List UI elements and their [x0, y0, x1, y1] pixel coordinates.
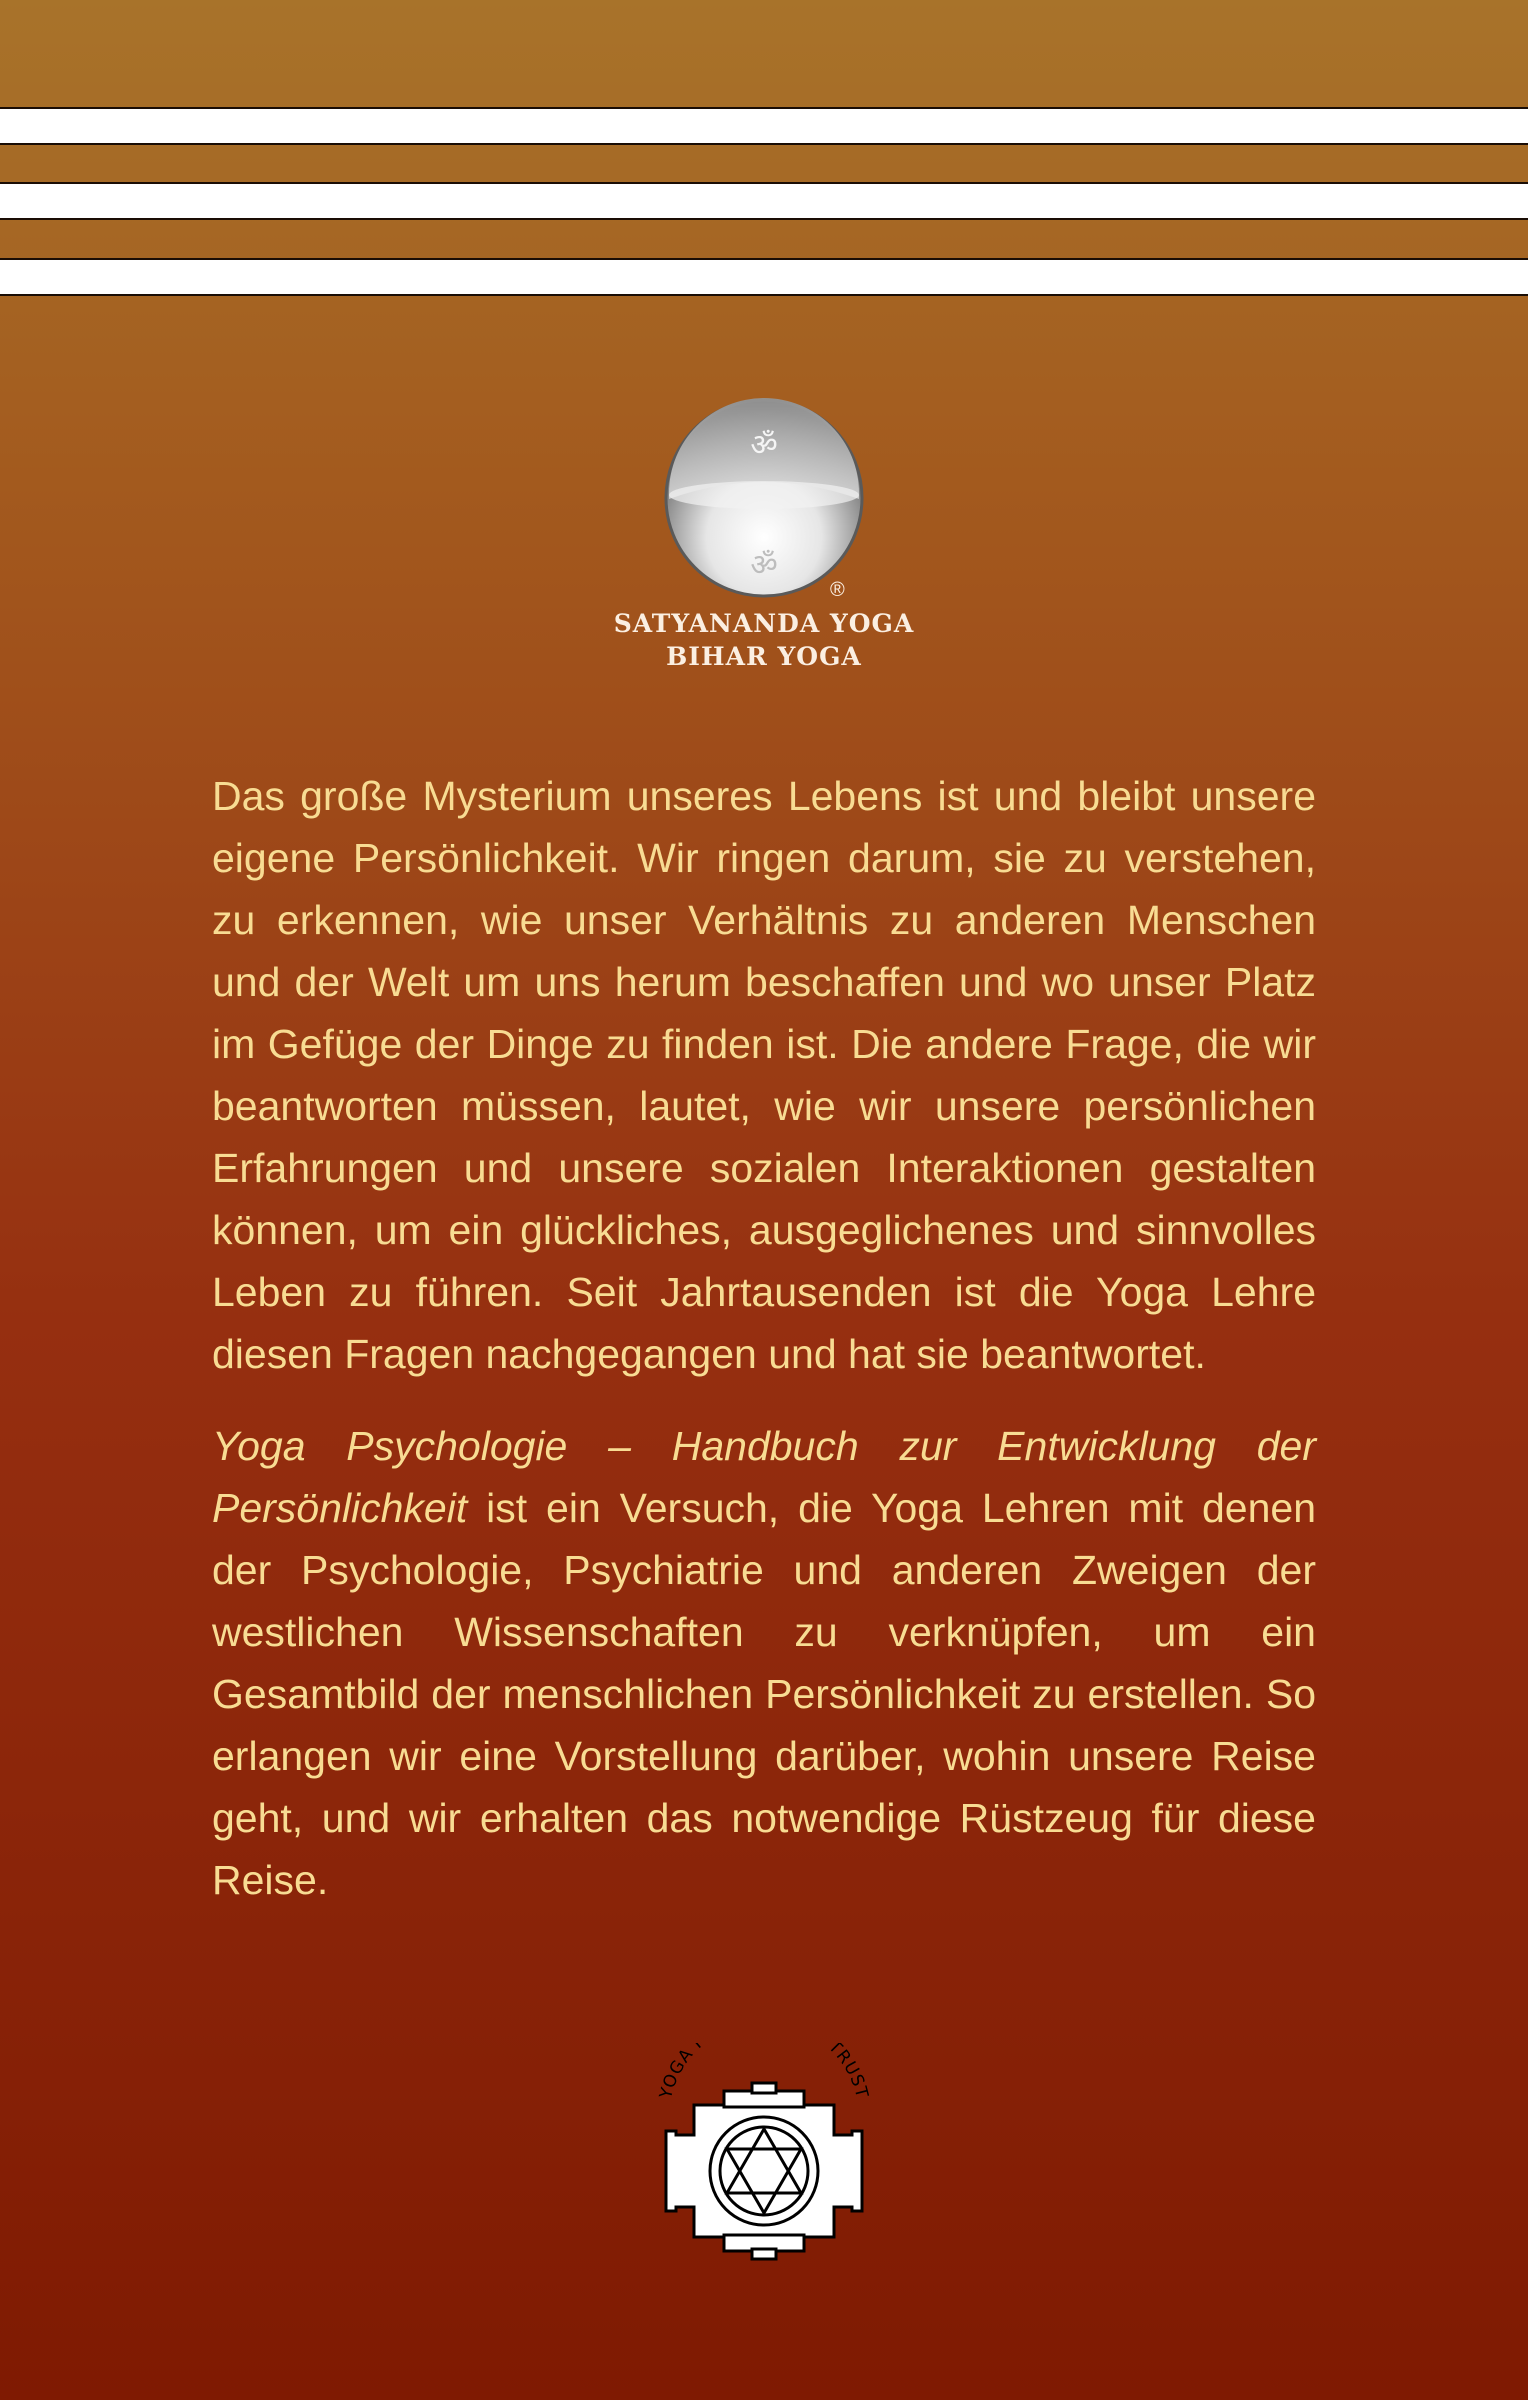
logo-title-line-2: BIHAR YOGA [666, 642, 862, 671]
blurb-text [212, 765, 1316, 1941]
svg-text:ॐ: ॐ [750, 548, 778, 583]
svg-text:ॐ: ॐ [750, 428, 778, 463]
white-stripe-top [0, 107, 1528, 145]
logo-title-line-1: SATYANANDA YOGA [613, 609, 915, 638]
paragraph-2 [212, 1415, 1316, 1911]
satyananda-yoga-logo [560, 395, 968, 673]
yantra-emblem-icon [634, 2043, 894, 2283]
white-stripe-middle [0, 182, 1528, 220]
book-title: Yoga Psychologie – Handbuch zur Entwicklung der Persönlichkeit [212, 1423, 1316, 1531]
registered-mark: ® [830, 579, 845, 601]
paragraph-1: Das große Mysterium unseres Lebens ist und bleibt unsere eigene Persönlichkeit. Wir ringen darum, sie zu verstehen, zu erkennen, wie unser Verhältnis zu anderen Menschen und der Welt um uns herum beschaffen und wo unser Platz im Gefüge der Dinge zu finden ist. Die andere Frage, die wir beantworten müssen, lautet, wie wir unsere persönlichen Erfahrungen und unsere sozialen Interaktionen gestalten können, um ein glückliches, ausgeglichenes und sinnvolles Leben zu führen. Seit Jahrtausenden ist die Yoga Lehre diesen Fragen nachgegangen und hat sie beantwortet. [212, 773, 1316, 1377]
arc-text: YOGA TRUST [656, 2043, 872, 2101]
white-stripe-bottom [0, 258, 1528, 296]
yoga-publications-trust-logo [634, 2043, 894, 2288]
paragraph-2-text: ist ein Versuch, die Yoga Lehren mit denen der Psychologie, Psychiatrie und anderen Zweigen der westlichen Wissenschaften zu verknüpfen, um ein Gesamtbild der menschlichen Persönlichkeit zu erstellen. So erlangen wir eine Vorstellung darüber, wohin unsere Reise geht, und wir erhalten das notwendige Rüstzeug für diese Reise. [212, 1485, 1316, 1903]
silver-globe-emblem-icon [661, 395, 867, 601]
